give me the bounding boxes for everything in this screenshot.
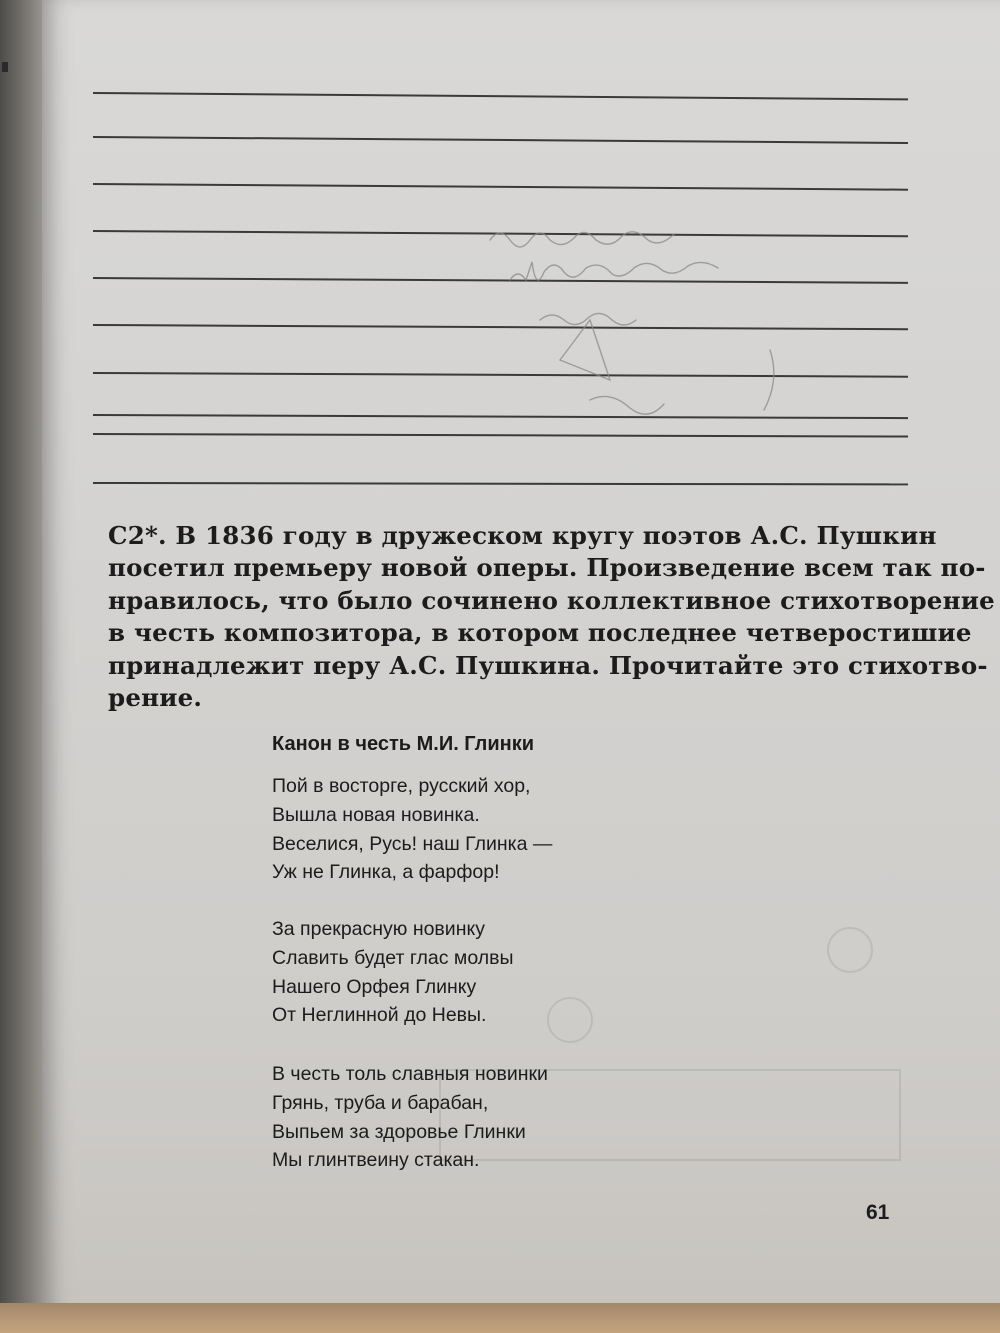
book-binding-edge — [0, 0, 45, 1333]
poem-verse: Нашего Орфея Глинку — [272, 975, 477, 998]
task-text-line: рение. — [108, 683, 203, 713]
pencil-handwriting-scribble — [480, 210, 900, 440]
page-number: 61 — [866, 1201, 890, 1224]
poem-verse: Пой в восторге, русский хор, — [272, 775, 531, 797]
poem-stanza-2 — [272, 915, 513, 1030]
poem-verse: Мы глинтвеину стакан. — [272, 1149, 480, 1172]
poem-stanza-3 — [272, 1060, 548, 1175]
previous-page-edge-mark — [2, 62, 8, 72]
answer-line — [93, 482, 908, 485]
task-text-line: в честь композитора, в котором последнее четверостишие — [108, 618, 972, 648]
poem-stanza-1 — [272, 772, 552, 887]
answer-line — [93, 92, 908, 100]
poem-verse: Веселися, Русь! наш Глинка — — [272, 832, 553, 855]
answer-line — [93, 136, 908, 144]
poem-verse: Грянь, труба и барабан, — [272, 1091, 489, 1114]
poem-verse: Выпьем за здоровье Глинки — [272, 1120, 526, 1143]
task-text-line: нравилось, что было сочинено коллективное стихотворение — [108, 585, 995, 615]
poem-title: Канон в честь М.И. Глинки — [272, 733, 535, 755]
poem-verse: Вышла новая новинка. — [272, 803, 480, 826]
answer-line — [93, 183, 908, 191]
poem-verse: Уж не Глинка, а фарфор! — [272, 861, 500, 884]
table-surface — [0, 1303, 1000, 1333]
task-text-line: С2*. В 1836 году в дружеском кругу поэтов А.С. Пушкин — [108, 521, 937, 550]
task-text-line: посетил премьеру новой оперы. Произведение всем так по- — [108, 553, 986, 583]
poem-verse: Славить будет глас молвы — [272, 946, 514, 969]
poem-verse: За прекрасную новинку — [272, 918, 485, 940]
task-text-line: принадлежит перу А.С. Пушкина. Прочитайте это стихотво- — [108, 650, 988, 680]
task-c2 — [108, 520, 995, 714]
poem-verse: В честь толь славныя новинки — [272, 1063, 548, 1085]
poem-verse: От Неглинной до Невы. — [272, 1004, 487, 1027]
